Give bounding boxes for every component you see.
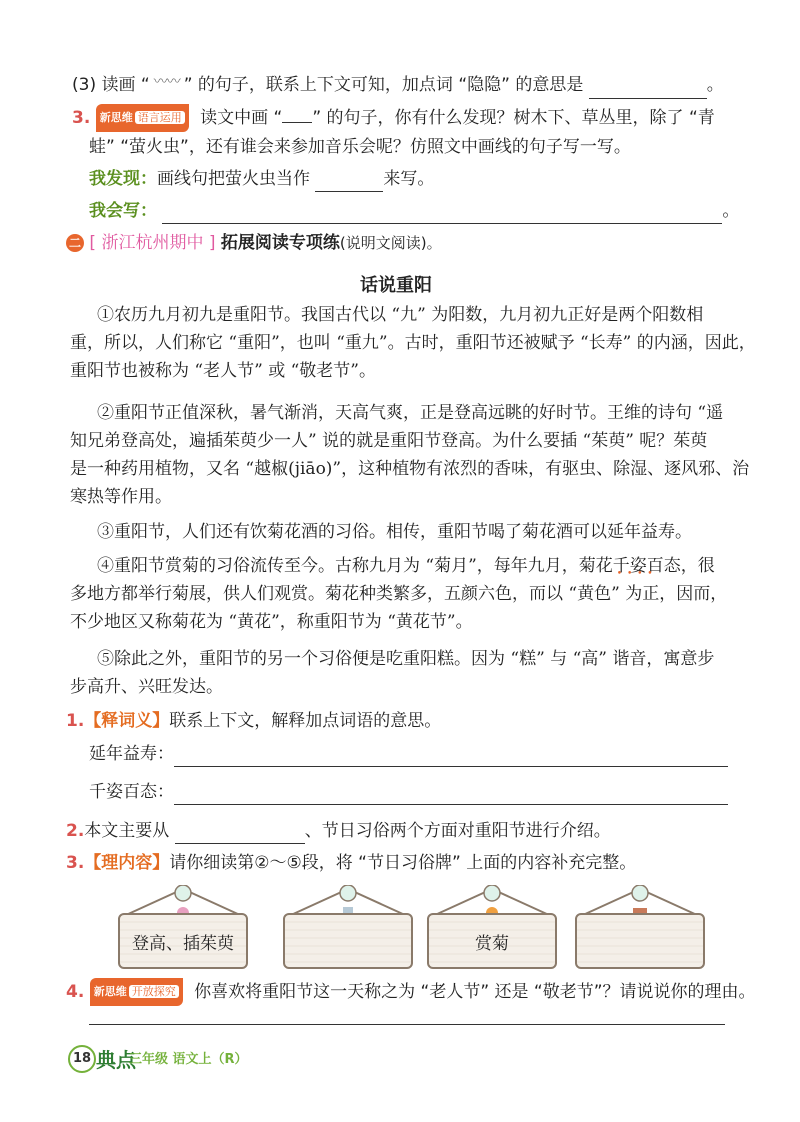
write-blank[interactable] — [162, 203, 722, 224]
q1-item-1: 延年益寿： — [89, 741, 728, 767]
q1-item-2: 千姿百态： — [89, 779, 728, 805]
question-3: 3. 新思维 语言运用 读文中画 “ ” 的句子，你有什么发现？树木下、草丛里，除了 “青 — [72, 104, 715, 132]
q1-blank-2[interactable] — [174, 784, 728, 805]
new-thinking-badge: 新思维 开放探究 — [90, 978, 183, 1006]
find-blank[interactable] — [315, 171, 383, 192]
write-row: 我会写： 。 — [89, 198, 739, 224]
article-title: 话说重阳 — [360, 275, 432, 296]
card-text: 登高、插茱萸 — [118, 913, 248, 969]
card-text: 赏菊 — [427, 913, 557, 969]
q2-blank[interactable] — [175, 823, 305, 844]
question-3-line2: 蛙” “萤火虫”，还有谁会来参加音乐会呢？仿照文中画线的句子写一写。 — [89, 137, 631, 157]
dotted-word: 千姿百态 • • • • — [613, 556, 681, 576]
custom-card-3 — [427, 885, 557, 965]
wavy-underline-icon: 〰〰 — [153, 74, 180, 90]
paragraph-3: ③重阳节，人们还有饮菊花酒的习俗。相传，重阳节喝了菊花酒可以延年益寿。 — [97, 522, 692, 542]
question-2: 2.本文主要从 、节日习俗两个方面对重阳节进行介绍。 — [66, 818, 611, 844]
brand-logo: 典点 — [96, 1048, 136, 1072]
question-4: 4. 新思维 开放探究 你喜欢将重阳节这一天称之为 “老人节” 还是 “敬老节”？请说说你的理由。 — [66, 978, 756, 1006]
section-header: 二 [ 浙江杭州期中 ] 拓展阅读专项练(说明文阅读)。 — [66, 230, 442, 256]
q1-blank-1[interactable] — [174, 746, 728, 767]
find-row: 我发现：画线句把萤火虫当作 来写。 — [89, 166, 434, 192]
sub-question-3: (3) 读画 “ 〰〰 ” 的句子，联系上下文可知，加点词 “隐隐” 的意思是 。 — [72, 72, 724, 99]
straight-underline-icon — [282, 106, 312, 123]
custom-card-2 — [283, 885, 413, 965]
question-1: 1.【释词义】联系上下文，解释加点词语的意思。 — [66, 711, 442, 731]
paragraph-2: ②重阳节正值深秋，暑气渐消，天高气爽，正是登高远眺的好时节。王维的诗句 “遥 知兄弟登高处，遍插茱萸少一人” 说的就是重阳节登高。为什么要插 “茱萸” 呢？茱萸 是一种药用植物，又名 “越椒(jiāo)”，这种植物有浓烈的香味，有驱虫、除湿、逐风邪、治 寒热等作用。 — [70, 403, 750, 507]
q4-answer-line[interactable] — [89, 1024, 725, 1025]
new-thinking-badge: 新思维 语言运用 — [96, 104, 189, 132]
custom-card-4 — [575, 885, 705, 965]
question-3b: 3.【理内容】请你细读第②～⑤段，将 “节日习俗牌” 上面的内容补充完整。 — [66, 853, 637, 873]
page-number: 18 — [68, 1045, 96, 1073]
paragraph-1: ①农历九月初九是重阳节。我国古代以 “九” 为阳数，九月初九正好是两个阳数相 重，所以，人们称它 “重阳”，也叫 “重九”。古时，重阳节还被赋予 “长寿” 的内涵，因此， 重阳节也被称为 “老人节” 或 “敬老节”。 — [70, 305, 756, 381]
answer-blank[interactable] — [589, 78, 707, 99]
custom-card-1 — [118, 885, 248, 965]
footer-text: 三年级 语文上（R） — [129, 1052, 248, 1067]
paragraph-5: ⑤除此之外，重阳节的另一个习俗便是吃重阳糕。因为 “糕” 与 “高” 谐音，寓意步 步高升、兴旺发达。 — [70, 649, 715, 697]
card-blank[interactable] — [283, 913, 413, 969]
card-blank[interactable] — [575, 913, 705, 969]
paragraph-4: ④重阳节赏菊的习俗流传至今。古称九月为 “菊月”，每年九月，菊花千姿百态 • • • •，很 多地方都举行菊展，供人们观赏。菊花种类繁多，五颜六色，而以 “黄色” 为正，因而， 不少地区又称菊花为 “黄花”，称重阳节为 “黄花节”。 — [70, 552, 727, 636]
